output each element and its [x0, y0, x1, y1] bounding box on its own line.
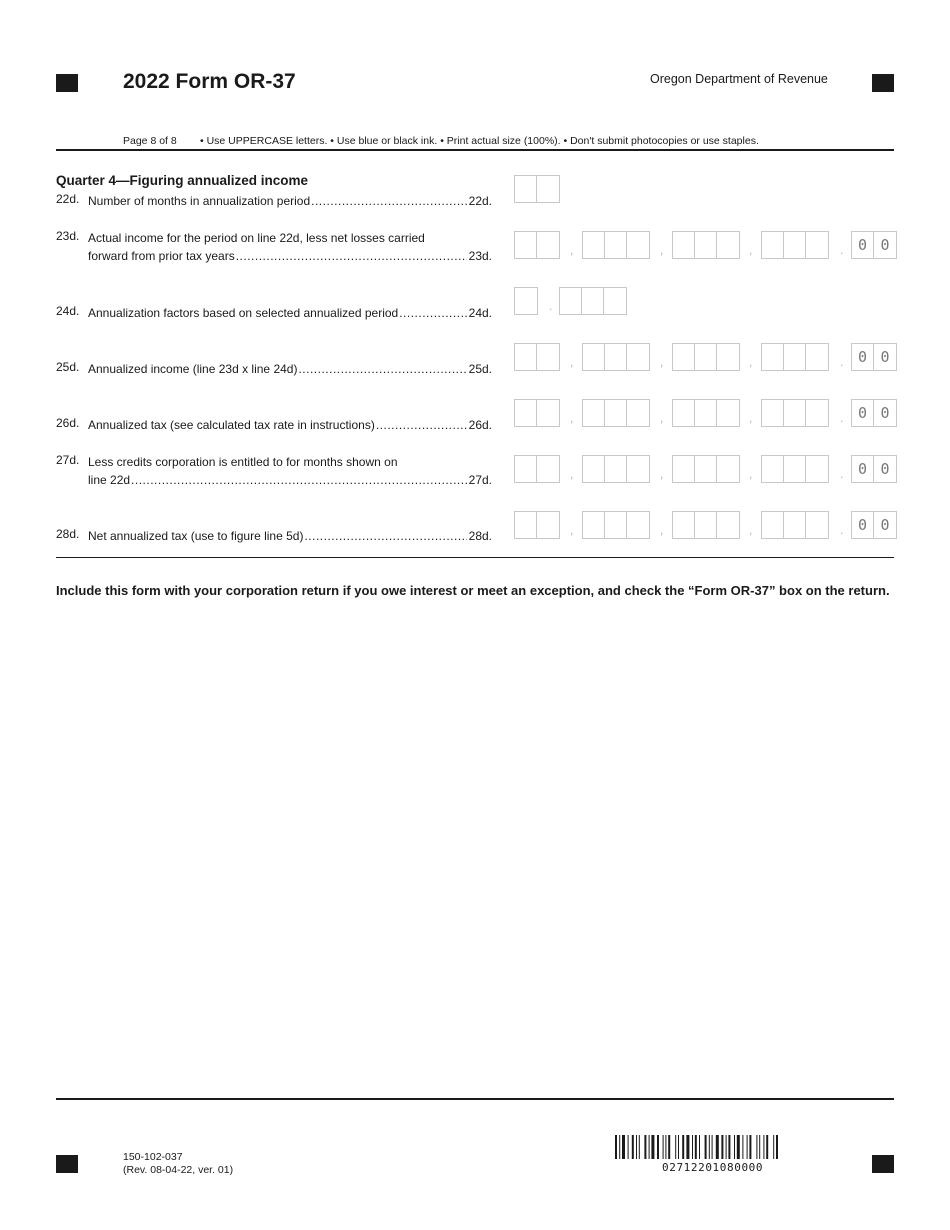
form-number	[123, 1151, 233, 1177]
form-title: 2022 Form OR-37	[123, 70, 296, 93]
line-number: 25d.	[56, 360, 80, 374]
registration-mark-bottom-right	[872, 1155, 894, 1173]
line-description: Net annualized tax (use to figure line 5d) ..... 28d.	[88, 527, 492, 545]
page-number: Page 8 of 8	[123, 135, 177, 147]
footer-divider	[56, 1098, 894, 1100]
line-number: 28d.	[56, 527, 80, 541]
registration-mark-top-left	[56, 74, 78, 92]
section-divider	[56, 557, 894, 558]
line-number: 24d.	[56, 304, 80, 318]
registration-mark-top-right	[872, 74, 894, 92]
form-instructions: • Use UPPERCASE letters. • Use blue or black ink. • Print actual size (100%). • Don't submit photocopies or use staples.	[200, 135, 759, 147]
header-divider	[56, 149, 894, 151]
section-heading: Quarter 4—Figuring annualized income	[56, 173, 309, 188]
line-description: Actual income for the period on line 22d, less net losses carried forward from prior tax years ..... 23d.	[88, 229, 492, 265]
line-description: Number of months in annualization period ..... 22d.	[88, 192, 492, 210]
barcode-number: 02712201080000	[662, 1161, 764, 1174]
line-description: Annualized income (line 23d x line 24d) ..... 25d.	[88, 360, 492, 378]
line-number: 23d.	[56, 229, 80, 243]
line-number: 26d.	[56, 416, 80, 430]
line-number: 27d.	[56, 453, 80, 467]
barcode	[615, 1135, 827, 1159]
closing-note: Include this form with your corporation return if you owe interest or meet an exception, and check the “Form OR-37” box on the return.	[56, 583, 890, 598]
agency-name: Oregon Department of Revenue	[650, 72, 828, 86]
line-description: Annualization factors based on selected annualized period ..... 24d.	[88, 304, 492, 322]
line-description: Annualized tax (see calculated tax rate in instructions) ..... 26d.	[88, 416, 492, 434]
line-22d-months-input[interactable]	[514, 175, 560, 203]
line-description: Less credits corporation is entitled to for months shown on line 22d ..... 27d.	[88, 453, 492, 489]
line-number: 22d.	[56, 192, 80, 206]
registration-mark-bottom-left	[56, 1155, 78, 1173]
form-revision: (Rev. 08-04-22, ver. 01)	[123, 1164, 234, 1176]
form-code: 150-102-037	[123, 1151, 183, 1163]
